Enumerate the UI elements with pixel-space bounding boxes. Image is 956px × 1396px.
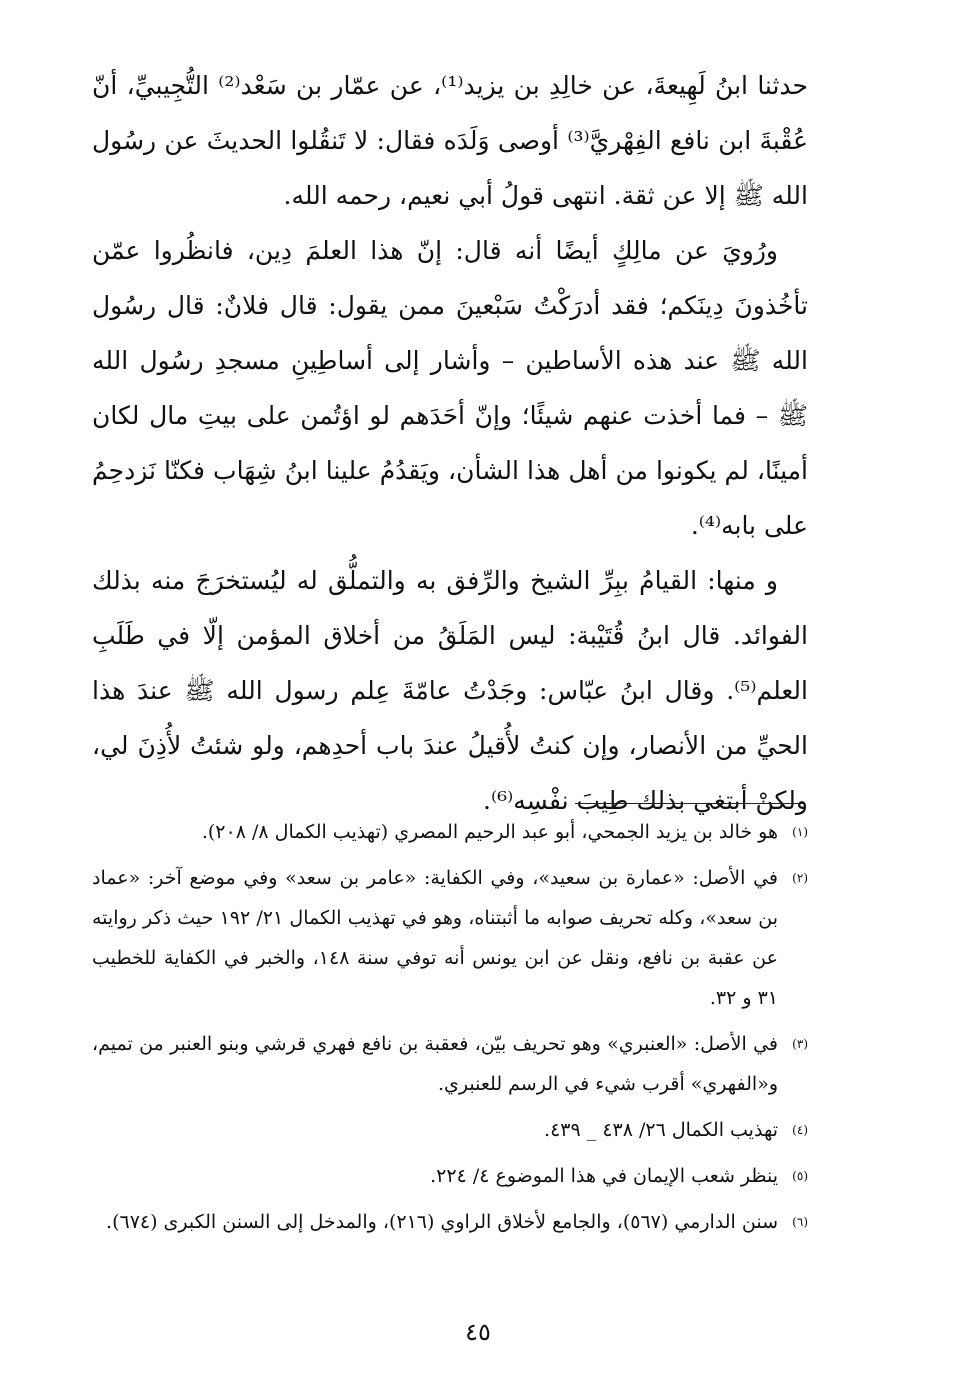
footnote-number: (١) [792,825,808,839]
footnote-number: (٢) [792,871,808,885]
footnote-text: في الأصل: «عمارة بن سعيد»، وفي الكفاية: «عامر بن سعد» وفي موضع آخر: «عماد بن سعد»، وكله تحريف صوابه ما أثبتناه، وهو في تهذيب الكمال ٢١/ ١٩٢ حيث ذكر روايته عن عقبة بن نافع، ونقل عن ابن يونس أنه توفي سنة ١٤٨، والخبر في الكفاية للخطيب ٣١ و ٣٢. [92,867,778,1009]
paragraph-3: و منها: القيامُ ببِرِّ الشيخ والرِّفق به والتملُّق له ليُستخرَجَ منه بذلك الفوائد. قال ابنُ قُتَيْبة: ليس المَلَقُ من أخلاق المؤمن إلّا في طَلَبِ العلم⁽⁵⁾. وقال ابنُ عبّاس: وجَدْتُ عامّةَ عِلم رسول الله ﷺ عندَ هذا الحيِّ من الأنصار، وإن كنتُ لأُقيلُ عندَ باب أحدِهم، ولو شئتُ لأُذِنَ لي، ولكنْ أبتغي بذلك طِيبَ نفْسِه⁽⁶⁾. [92,566,808,815]
footnote-4 [92,1110,808,1150]
paragraph-1: حدثنا ابنُ لَهِيعةَ، عن خالِدِ بن يزيد⁽¹⁾، عن عمّار بن سَعْد⁽²⁾ التُّجِيبيِّ، أنّ عُقْبةَ ابن نافع الفِهْريَّ⁽³⁾ أوصى وَلَدَه فقال: لا تَنقُلوا الحديثَ عن رسُول الله ﷺ إلا عن ثقة. انتهى قولُ أبي نعيم، رحمه الله. [92,71,809,210]
footnote-text: هو خالد بن يزيد الجمحي، أبو عبد الرحيم المصري (تهذيب الكمال ٨/ ٢٠٨). [201,821,778,843]
footnote-2 [92,858,808,1018]
footnote-number: (٣) [792,1037,808,1051]
footnote-6 [92,1202,808,1242]
footnote-text: ينظر شعب الإيمان في هذا الموضوع ٤/ ٢٢٤. [430,1165,778,1187]
footnote-5 [92,1156,808,1196]
footnote-1 [92,812,808,852]
footnote-text: في الأصل: «العنبري» وهو تحريف بيّن، فعقبة بن نافع فهري قرشي وبنو العنبر من تميم، و«الفهري» أقرب شيء في الرسم للعنبري. [92,1033,778,1095]
footnote-number: (٤) [792,1123,808,1137]
footnote-number: (٥) [792,1169,808,1183]
page-number: ٤٥ [465,1318,491,1346]
footnote-text: سنن الدارمي (٥٦٧)، والجامع لأخلاق الراوي (٢١٦)، والمدخل إلى السنن الكبرى (٦٧٤). [106,1211,778,1233]
footnote-text: تهذيب الكمال ٢٦/ ٤٣٨ _ ٤٣٩. [544,1119,778,1141]
footnotes-section [92,812,808,1248]
footnote-3 [92,1024,808,1104]
paragraph-2: ورُويَ عن مالِكٍ أيضًا أنه قال: إنّ هذا العلمَ دِين، فانظُروا عمّن تأخُذونَ دِينَكم؛ فقد أدرَكْتُ سَبْعينَ ممن يقول: قال فلانٌ: قال رسُول الله ﷺ عند هذه الأساطين – وأشار إلى أساطِينِ مسجدِ رسُول الله ﷺ – فما أخذت عنهم شيئًا؛ وإنّ أحَدَهم لو اؤتُمن على بيتِ مال لكان أمينًا، لم يكونوا من أهل هذا الشأن، ويَقدُمُ علينا ابنُ شِهَاب فكنّا نَزدحِمُ على بابه⁽⁴⁾. [92,236,808,540]
footnote-separator [575,803,803,804]
footnote-number: (٦) [792,1215,808,1229]
main-text-block [92,58,808,828]
